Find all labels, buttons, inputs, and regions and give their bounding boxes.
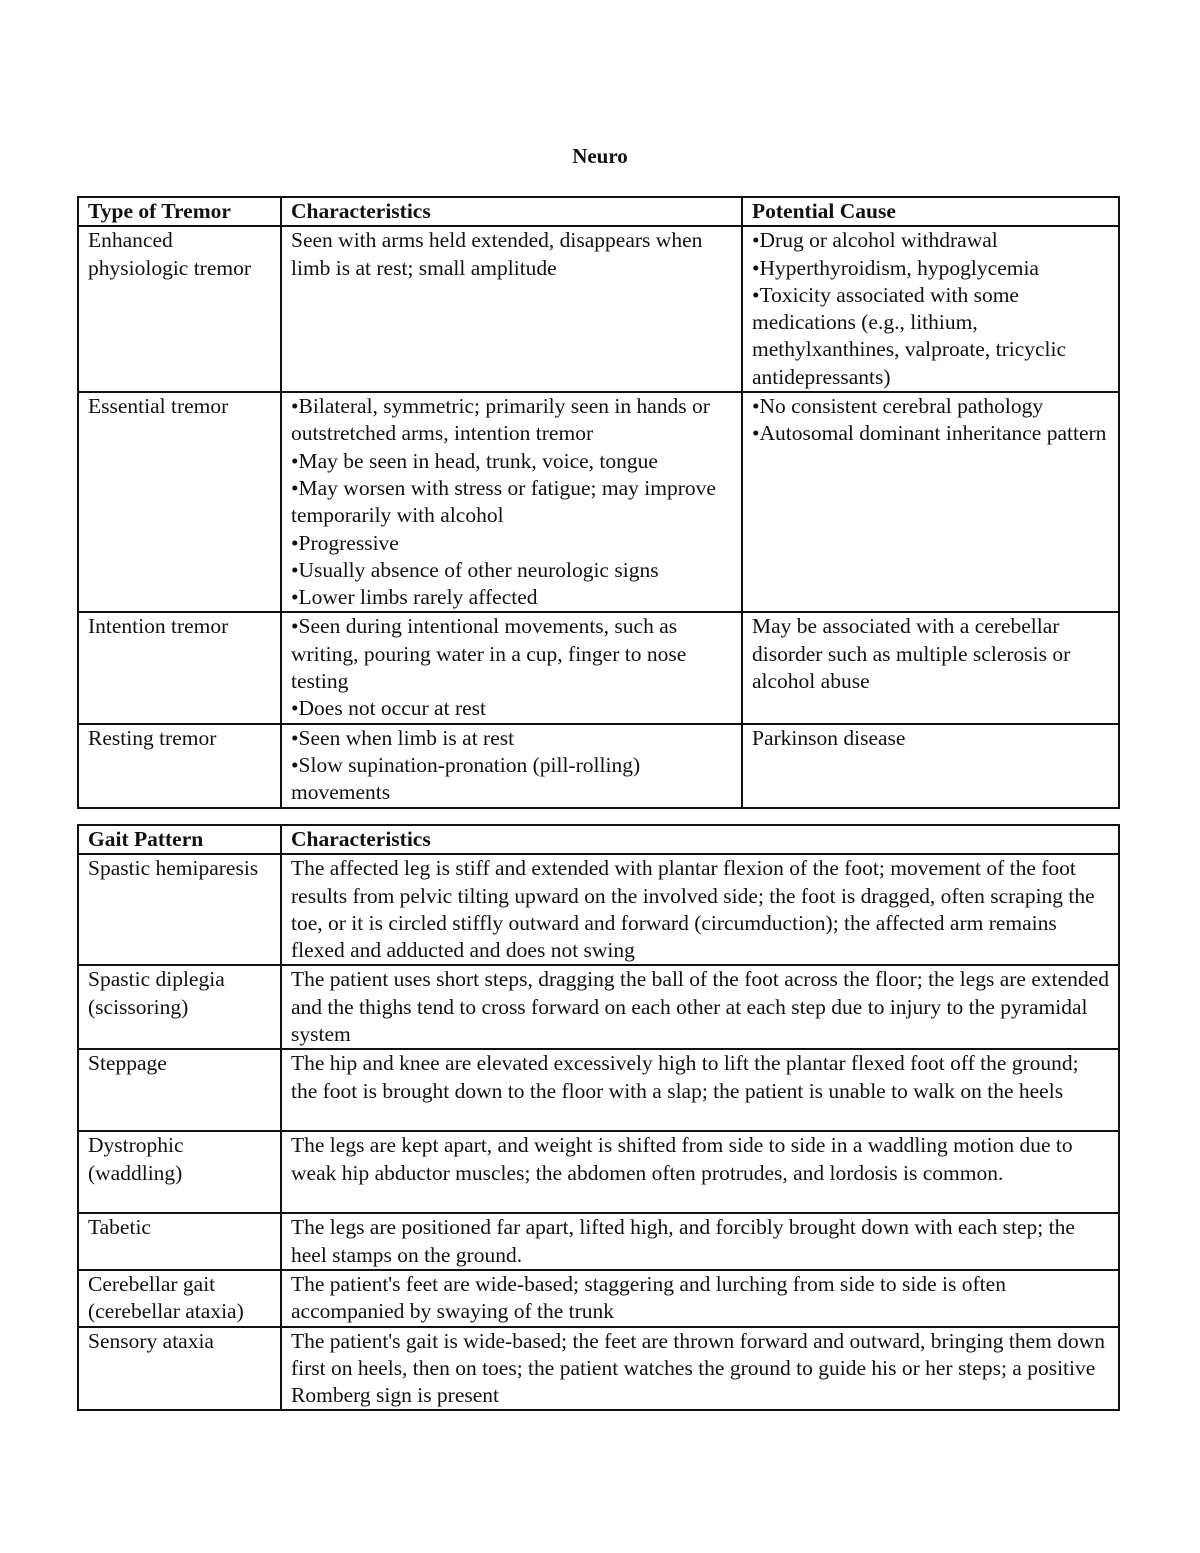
tremor-characteristics-cell	[281, 226, 742, 392]
gait-row	[78, 1213, 1119, 1270]
page-title: Neuro	[572, 144, 628, 168]
gait-table	[77, 824, 1120, 1411]
tremor-characteristics-cell	[281, 612, 742, 723]
tremor-cause-cell	[742, 612, 1119, 723]
cause-item: May be associated with a cerebellar disorder such as multiple sclerosis or alcohol abuse	[752, 614, 1071, 694]
gait-header-row	[78, 825, 1119, 854]
gait-pattern-cell: Dystrophic (waddling)	[78, 1131, 281, 1213]
characteristic-item: •Usually absence of other neurologic signs	[291, 557, 659, 582]
gait-row	[78, 854, 1119, 965]
tremor-cause-cell	[742, 724, 1119, 808]
gait-pattern-cell: Spastic diplegia (scissoring)	[78, 965, 281, 1049]
characteristic-item: •Does not occur at rest	[291, 696, 486, 721]
gait-row	[78, 1049, 1119, 1131]
gait-characteristics-cell: The affected leg is stiff and extended with plantar flexion of the foot; movement of the foot results from pelvic tilting upward on the involved side; the foot is dragged, often scraping the toe, or it is circled stiffly outward and forward (circumduction); the affected arm remains flexed and adducted and does not swing	[281, 854, 1119, 965]
gait-characteristics-cell: The patient uses short steps, dragging the ball of the foot across the floor; the legs are extended and the thighs tend to cross forward on each other at each step due to injury to the pyramidal system	[281, 965, 1119, 1049]
cause-item: •Drug or alcohol withdrawal	[752, 228, 998, 253]
tremor-row	[78, 612, 1119, 723]
gait-pattern-cell: Tabetic	[78, 1213, 281, 1270]
gait-characteristics-cell: The legs are positioned far apart, lifted high, and forcibly brought down with each step; the heel stamps on the ground.	[281, 1213, 1119, 1270]
gait-characteristics-cell: The legs are kept apart, and weight is shifted from side to side in a waddling motion due to weak hip abductor muscles; the abdomen often protrudes, and lordosis is common.	[281, 1131, 1119, 1213]
gait-characteristics-cell: The hip and knee are elevated excessively high to lift the plantar flexed foot off the ground; the foot is brought down to the floor with a slap; the patient is unable to walk on the heels	[281, 1049, 1119, 1131]
characteristic-item: •May be seen in head, trunk, voice, tongue	[291, 448, 658, 473]
gait-row	[78, 1131, 1119, 1213]
cause-item: Parkinson disease	[752, 725, 906, 750]
cause-item: •Hyperthyroidism, hypoglycemia	[752, 255, 1039, 280]
gait-characteristics-cell: The patient's feet are wide-based; staggering and lurching from side to side is often accompanied by swaying of the trunk	[281, 1270, 1119, 1327]
gait-row	[78, 1327, 1119, 1411]
gait-header-pattern: Gait Pattern	[78, 825, 281, 854]
characteristic-item: Seen with arms held extended, disappears when limb is at rest; small amplitude	[291, 228, 703, 280]
gait-pattern-cell: Spastic hemiparesis	[78, 854, 281, 965]
tremor-type-cell: Enhanced physiologic tremor	[78, 226, 281, 392]
tremor-characteristics-cell	[281, 724, 742, 808]
cause-item: •Autosomal dominant inheritance pattern	[752, 421, 1107, 446]
tremor-type-cell: Resting tremor	[78, 724, 281, 808]
characteristic-item: •Slow supination-pronation (pill-rolling) movements	[291, 752, 641, 805]
tremor-row	[78, 724, 1119, 808]
characteristic-item: •Progressive	[291, 530, 399, 555]
gait-pattern-cell: Steppage	[78, 1049, 281, 1131]
tremor-row	[78, 392, 1119, 612]
tremor-characteristics-cell	[281, 392, 742, 612]
gait-header-characteristics: Characteristics	[281, 825, 1119, 854]
tremor-type-cell: Intention tremor	[78, 612, 281, 723]
tremor-header-type: Type of Tremor	[78, 197, 281, 226]
tremor-header-characteristics: Characteristics	[281, 197, 742, 226]
characteristic-item: •Bilateral, symmetric; primarily seen in hands or outstretched arms, intention tremor	[291, 394, 710, 446]
gait-pattern-cell: Sensory ataxia	[78, 1327, 281, 1411]
tremor-cause-cell	[742, 392, 1119, 612]
characteristic-item: •Seen during intentional movements, such as writing, pouring water in a cup, finger to nose testing	[291, 614, 687, 694]
tremor-header-cause: Potential Cause	[742, 197, 1119, 226]
gait-pattern-cell: Cerebellar gait (cerebellar ataxia)	[78, 1270, 281, 1327]
tremor-row	[78, 226, 1119, 392]
cause-item: •No consistent cerebral pathology	[752, 394, 1044, 419]
characteristic-item: •Lower limbs rarely affected	[291, 585, 538, 610]
gait-characteristics-cell: The patient's gait is wide-based; the feet are thrown forward and outward, bringing them down first on heels, then on toes; the patient watches the ground to guide his or her steps; a positive Romberg sign is present	[281, 1327, 1119, 1411]
tremor-type-cell: Essential tremor	[78, 392, 281, 612]
gait-row	[78, 965, 1119, 1049]
characteristic-item: •May worsen with stress or fatigue; may improve temporarily with alcohol	[291, 475, 716, 528]
tremor-table	[77, 196, 1120, 809]
tremor-cause-cell	[742, 226, 1119, 392]
gait-row	[78, 1270, 1119, 1327]
tremor-header-row	[78, 197, 1119, 226]
cause-item: •Toxicity associated with some medications (e.g., lithium, methylxanthines, valproate, tricyclic antidepressants)	[752, 282, 1067, 389]
characteristic-item: •Seen when limb is at rest	[291, 725, 515, 750]
